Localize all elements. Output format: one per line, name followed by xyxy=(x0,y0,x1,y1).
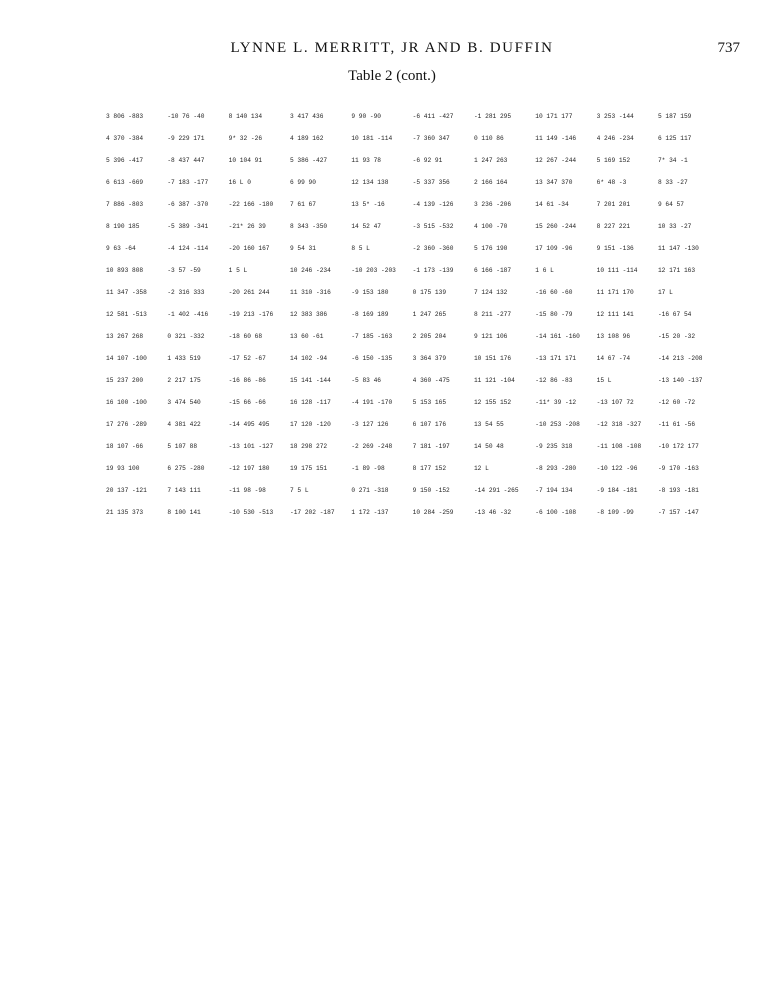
table-row: 13 267 268 xyxy=(106,333,144,340)
table-row: 16 L 0 xyxy=(228,178,251,186)
table-row: -6 387 -370 xyxy=(167,200,209,208)
table-row: 1 433 519 xyxy=(167,355,201,363)
table-row: -13 140 -137 xyxy=(657,377,703,385)
table-row: -14 291 -265 xyxy=(473,487,519,495)
table-row: -6 411 -427 xyxy=(412,112,454,120)
table-row: 10 171 177 xyxy=(535,112,573,120)
table-row: -5 389 -341 xyxy=(167,222,209,230)
table-title: Table 2 (cont.) xyxy=(348,68,436,84)
table-row: 10 33 -27 xyxy=(657,222,692,230)
table-row: 11 121 -104 xyxy=(473,377,515,385)
table-row: 1 247 263 xyxy=(473,156,508,164)
table-row: 5 396 -417 xyxy=(106,156,144,164)
table-row: 12 L xyxy=(473,465,489,473)
table-column xyxy=(413,98,469,840)
table-row: -1 89 -98 xyxy=(351,465,385,473)
table-row: 5 386 -427 xyxy=(289,156,328,164)
table-row: 4 189 162 xyxy=(289,134,324,142)
table-row: 8 33 -27 xyxy=(657,178,688,186)
table-row: -7 157 -147 xyxy=(657,509,699,517)
table-row: -2 269 -248 xyxy=(351,443,393,451)
table-row: -22 166 -180 xyxy=(228,200,274,208)
table-row: 2 205 204 xyxy=(412,333,447,340)
table-row: 7 143 111 xyxy=(167,487,201,495)
table-row: 17 120 -120 xyxy=(289,421,331,429)
table-row: -15 66 -66 xyxy=(228,399,266,407)
table-row: -14 213 -208 xyxy=(657,355,703,363)
table-row: -8 169 189 xyxy=(351,310,389,318)
table-row: 8 100 141 xyxy=(167,509,201,517)
table-row: 4 246 -234 xyxy=(596,134,634,142)
table-row: -6 100 -108 xyxy=(535,509,577,517)
table-row: -11* 39 -12 xyxy=(535,399,577,407)
table-row: 6 613 -669 xyxy=(106,178,144,186)
table-row: -20 261 244 xyxy=(228,288,270,296)
table-row: 14 61 -34 xyxy=(535,200,569,208)
table-row: 2 166 164 xyxy=(473,178,508,186)
table-row: 1 6 L xyxy=(535,266,554,274)
table-row: 7 5 L xyxy=(289,487,309,495)
table-row: 9 90 -90 xyxy=(351,112,382,120)
table-row: -18 60 68 xyxy=(228,333,263,340)
running-title: LYNNE L. MERRITT, JR AND B. DUFFIN xyxy=(230,40,554,56)
table-row: 10 246 -234 xyxy=(289,266,331,274)
table-row: 11 347 -358 xyxy=(106,288,147,296)
table-row: -10 203 -203 xyxy=(351,266,396,274)
table-row: 11 310 -316 xyxy=(289,288,331,296)
table-row: -13 46 -32 xyxy=(473,509,512,517)
table-column xyxy=(597,98,653,840)
table-row: 12 134 138 xyxy=(351,178,389,186)
table-row: 14 107 -100 xyxy=(106,355,147,363)
table-row: -3 515 -532 xyxy=(412,222,454,230)
table-row: -3 127 126 xyxy=(351,421,389,429)
table-row: 1 247 265 xyxy=(412,310,447,318)
table-row: 10 104 91 xyxy=(228,156,263,164)
table-row: 14 50 48 xyxy=(473,443,504,451)
table-row: 12 383 386 xyxy=(289,310,328,318)
table-row: 17 276 -289 xyxy=(106,421,147,429)
table-row: 10 111 -114 xyxy=(596,266,638,274)
table-row: 6 107 176 xyxy=(412,421,447,429)
table-row: -14 161 -160 xyxy=(535,333,580,340)
table-row: 12 111 141 xyxy=(596,310,634,318)
table-row: -9 235 318 xyxy=(535,443,573,451)
table-row: 7 181 -197 xyxy=(412,443,450,451)
table-row: 0 321 -332 xyxy=(167,333,205,340)
table-row: -2 316 333 xyxy=(167,288,205,296)
table-row: 7 886 -803 xyxy=(106,200,144,208)
table-row: 17 109 -96 xyxy=(535,244,573,252)
table-row: 1 172 -137 xyxy=(351,509,389,517)
table-row: -16 67 54 xyxy=(657,310,692,318)
table-row: -19 213 -176 xyxy=(228,310,274,318)
table-row: 9 63 -64 xyxy=(106,244,136,252)
page-header xyxy=(0,40,784,62)
table-row: 9 151 -136 xyxy=(596,244,634,252)
table-row: 17 L xyxy=(657,288,673,296)
table-row: 8 343 -350 xyxy=(289,222,328,230)
table-row: 7* 34 -1 xyxy=(657,156,688,164)
table-row: 6 99 90 xyxy=(289,178,316,186)
table-row: 16 100 -100 xyxy=(106,399,147,407)
table-row: 14 102 -94 xyxy=(289,355,328,363)
table-row: -4 191 -170 xyxy=(351,399,393,407)
table-row: 8 190 185 xyxy=(106,222,140,230)
table-row: -8 193 -181 xyxy=(657,487,699,495)
table-row: 7 61 67 xyxy=(289,200,316,208)
table-row: 11 171 170 xyxy=(596,288,634,296)
table-row: -5 337 356 xyxy=(412,178,450,186)
table-row: 12 171 163 xyxy=(657,266,696,274)
table-row: 10 181 -114 xyxy=(351,134,393,142)
table-row: 18 107 -66 xyxy=(106,443,144,451)
table-row: 3 806 -883 xyxy=(106,112,144,120)
table-row: -6 150 -135 xyxy=(351,355,393,363)
table-row: -9 229 171 xyxy=(167,134,205,142)
table-row: -13 101 -127 xyxy=(228,443,274,451)
table-row: -11 61 -56 xyxy=(657,421,696,429)
table-row: 9 64 57 xyxy=(657,200,684,208)
table-row: -2 360 -360 xyxy=(412,244,454,252)
table-row: -17 52 -67 xyxy=(228,355,266,363)
table-row: 10 284 -259 xyxy=(412,509,454,517)
table-row: 18 298 272 xyxy=(289,443,328,451)
table-row: 13 108 96 xyxy=(596,333,631,340)
table-column xyxy=(535,98,591,840)
table-column xyxy=(167,98,223,840)
table-row: 5 169 152 xyxy=(596,156,631,164)
table-row: 8 227 221 xyxy=(596,222,631,230)
table-row: -11 108 -108 xyxy=(596,443,642,451)
table-row: -13 107 72 xyxy=(596,399,634,407)
table-row: -4 124 -114 xyxy=(167,244,209,252)
table-row: -4 139 -126 xyxy=(412,200,454,208)
table-row: 0 175 139 xyxy=(412,288,447,296)
table-row: 12 155 152 xyxy=(473,399,512,407)
table-row: -16 60 -60 xyxy=(535,288,573,296)
table-row: 15 L xyxy=(596,377,612,385)
table-row: 14 67 -74 xyxy=(596,355,631,363)
table-row: -7 194 134 xyxy=(535,487,573,495)
table-row: 5 176 190 xyxy=(473,244,508,252)
table-row: -7 360 347 xyxy=(412,134,450,142)
table-row: -9 153 180 xyxy=(351,288,389,296)
table-row: -16 86 -86 xyxy=(228,377,266,385)
table-row: 13 347 370 xyxy=(535,178,573,186)
table-row: -1 173 -139 xyxy=(412,266,454,274)
table-row: 3 364 379 xyxy=(412,355,447,363)
table-column xyxy=(106,98,162,840)
table-row: 16 128 -117 xyxy=(289,399,331,407)
table-row: 4 360 -475 xyxy=(412,377,450,385)
table-row: -3 57 -59 xyxy=(167,266,201,274)
table-row: 13 54 55 xyxy=(473,421,504,429)
table-row: -13 171 171 xyxy=(535,355,577,363)
table-row: 9 121 106 xyxy=(473,333,508,340)
table-column xyxy=(351,98,407,840)
table-row: 8 211 -277 xyxy=(473,310,512,318)
table-row: 12 267 -244 xyxy=(535,156,577,164)
table-row: -10 122 -96 xyxy=(596,465,638,473)
table-row: -15 80 -79 xyxy=(535,310,573,318)
table-row: 0 271 -318 xyxy=(351,487,389,495)
table-row: -5 83 46 xyxy=(351,377,382,385)
table-row: -9 170 -163 xyxy=(657,465,699,473)
table-row: 0 110 86 xyxy=(473,134,504,142)
table-row: 21 135 373 xyxy=(106,509,144,517)
table-row: -15 20 -32 xyxy=(657,333,696,340)
table-row: 20 137 -121 xyxy=(106,487,147,495)
table-row: 12 581 -513 xyxy=(106,310,147,318)
table-column xyxy=(658,98,714,840)
table-row: -8 437 447 xyxy=(167,156,205,164)
table-row: -12 60 -72 xyxy=(657,399,696,407)
table-row: 6 275 -280 xyxy=(167,465,205,473)
table-row: 10 151 176 xyxy=(473,355,512,363)
table-row: 6 166 -187 xyxy=(473,266,512,274)
table-row: 5 153 165 xyxy=(412,399,447,407)
page-number: 737 xyxy=(717,40,740,56)
table-row: -21* 26 39 xyxy=(228,222,266,230)
table-row: -14 495 495 xyxy=(228,421,270,429)
table-row: -10 76 -40 xyxy=(167,112,205,120)
table-column xyxy=(229,98,285,840)
table-row: 6 125 117 xyxy=(657,134,692,142)
table-row: 11 147 -130 xyxy=(657,244,699,252)
table-row: 3 253 -144 xyxy=(596,112,634,120)
table-row: -12 86 -83 xyxy=(535,377,573,385)
table-row: 11 93 78 xyxy=(351,156,382,164)
table-row: -1 281 295 xyxy=(473,112,512,120)
table-row: -12 197 180 xyxy=(228,465,270,473)
table-row: -17 202 -187 xyxy=(289,509,335,517)
table-row: 15 141 -144 xyxy=(289,377,331,385)
table-row: 2 217 175 xyxy=(167,377,201,385)
table-row: 15 237 200 xyxy=(106,377,144,385)
table-row: -1 402 -416 xyxy=(167,310,209,318)
table-row: 9* 32 -26 xyxy=(228,134,263,142)
table-row: 11 149 -146 xyxy=(535,134,577,142)
table-row: 3 236 -206 xyxy=(473,200,512,208)
table-row: 9 54 31 xyxy=(289,244,316,252)
table-row: 7 124 132 xyxy=(473,288,508,296)
table-row: -6 92 91 xyxy=(412,156,443,164)
table-row: -7 185 -163 xyxy=(351,333,393,340)
table-row: 8 177 152 xyxy=(412,465,447,473)
table-row: 4 370 -384 xyxy=(106,134,144,142)
table-row: 5 187 159 xyxy=(657,112,692,120)
table-row: -10 172 177 xyxy=(657,443,699,451)
table-row: -10 530 -513 xyxy=(228,509,274,517)
table-row: 13 5* -16 xyxy=(351,200,385,208)
table-row: -9 184 -181 xyxy=(596,487,638,495)
table-row: 19 93 100 xyxy=(106,465,140,473)
table-row: 15 260 -244 xyxy=(535,222,577,230)
table-row: 4 381 422 xyxy=(167,421,201,429)
table-row: 10 893 808 xyxy=(106,266,144,274)
table-row: 19 175 151 xyxy=(289,465,328,473)
table-row: 4 100 -70 xyxy=(473,222,508,230)
table-row: -7 183 -177 xyxy=(167,178,209,186)
table-row: 14 52 47 xyxy=(351,222,382,230)
table-row: -8 293 -280 xyxy=(535,465,577,473)
table-row: 3 474 540 xyxy=(167,399,201,407)
table-row: 13 60 -61 xyxy=(289,333,324,340)
table-row: -8 109 -99 xyxy=(596,509,634,517)
table-row: -10 253 -208 xyxy=(535,421,580,429)
table-row: -11 98 -98 xyxy=(228,487,266,495)
table-row: 9 150 -152 xyxy=(412,487,450,495)
table-row: 7 201 201 xyxy=(596,200,631,208)
table-column xyxy=(290,98,346,840)
table-row: 1 5 L xyxy=(228,266,248,274)
table-row: -20 160 167 xyxy=(228,244,270,252)
table-column xyxy=(474,98,530,840)
table-row: -12 318 -327 xyxy=(596,421,642,429)
data-table xyxy=(106,98,714,840)
table-row: 5 107 88 xyxy=(167,443,198,451)
table-row: 8 5 L xyxy=(351,244,370,252)
table-row: 3 417 436 xyxy=(289,112,324,120)
table-row: 6* 48 -3 xyxy=(596,178,627,186)
table-row: 8 140 134 xyxy=(228,112,263,120)
